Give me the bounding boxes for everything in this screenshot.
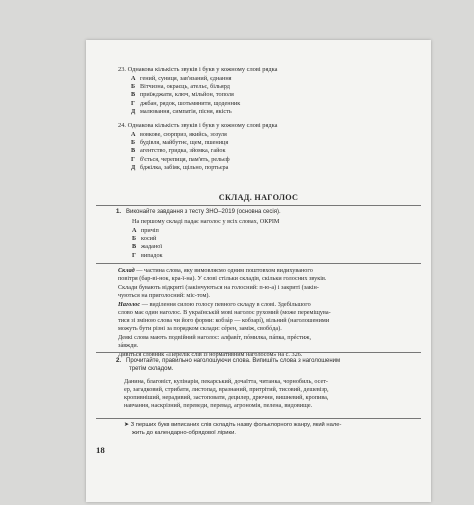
divider-task-2 [96, 352, 421, 353]
divider-footnote [96, 418, 421, 419]
option-1-a: А причіп [132, 227, 159, 234]
option-1-b: Б косий [132, 235, 157, 243]
footnote: ➤ З перших букв виписаних слів складіть назву фольклорного жанру, який нале- жить до календарно-обрядової лірики. [124, 422, 342, 436]
section-title: СКЛАД. НАГОЛОС [218, 193, 299, 202]
theory-syllable: Склад — частина слова, яку вимовляємо одним поштовхом видихуваного повітря (бар-ві-нок, кра-ї-на). У слові стільки складів, скільки голосних звуків. [118, 267, 327, 282]
theory-double-stress: Деякі слова мають подвійний наголос: алфавíт, пóмилка, пáпка, прéстиж, зáвжди. [118, 334, 312, 349]
option-23-b: Б Вітчизна, окраєць, ательє, більярд [131, 83, 230, 91]
arrow-icon: ➤ [124, 422, 130, 428]
task-2-instruction-line-1: Прочитайте, правильно наголошуючи слова. Випишіть слова з наголошеним [126, 358, 341, 364]
option-24-a: А вовкове, сюрприз, якийсь, зозуля [131, 131, 227, 138]
task-1-instruction: Виконайте завдання з тесту ЗНО–2019 (основна сесія). [126, 209, 281, 215]
task-2-number: 2. [116, 358, 122, 364]
divider-theory [96, 263, 421, 264]
task-1-options [132, 227, 163, 260]
theory-dictionary-ref: Дивіться словник «Перелік слів із нормативним наголосом» на с. 326. [118, 351, 303, 358]
question-23-options [131, 75, 240, 116]
theory-stress: Наголос — виділення силою голосу певного складу в слові. Здебільшого слово має один наголос. В українській мові наголос рухомий (може переміщува- тися зі зміною слова чи його форми: кобзáр — кобзарí), вільний (наголошеними можуть бути різні за порядком склади: сéрен, заміж, свобóда). [118, 301, 331, 332]
question-23: 23. Однакова кількість звуків і букв у кожному слові рядка [118, 66, 278, 73]
question-24: 24. Однакова кількість звуків і букв у кожному слові рядка [118, 122, 278, 129]
option-23-d: Д малювання, симпатія, пісня, якість [131, 107, 232, 115]
theory-block [118, 267, 422, 359]
option-23-v: В приїжджати, ключ, мільйон, тополя [131, 91, 234, 99]
divider-task-1 [96, 205, 421, 206]
task-1-question: На першому складі падає наголос у всіх словах, ОКРІМ [132, 218, 280, 225]
textbook-page [86, 40, 431, 502]
page-number: 18 [96, 445, 105, 455]
option-23-a: А гений, суниця, зав'язаний, єднання [131, 75, 232, 82]
option-24-v: В агентство, гридка, зйомка, гайок [131, 147, 226, 155]
term-syllable: Склад [118, 267, 135, 274]
option-1-v: В жаданої [132, 243, 163, 251]
term-stress: Наголос [118, 301, 141, 308]
option-24-h: Г б'ється, черепиця, пам'ять, рельєф [131, 155, 230, 163]
question-24-options [131, 131, 230, 172]
theory-syllable-types: Склади бувають відкриті (закінчуються на голосний: п-ю-а) і закриті (закін- чуються на приголосний: міс-том). [118, 284, 319, 299]
task-2-instruction-line-2: третім складом. [129, 366, 174, 372]
task-1-header [116, 208, 281, 216]
task-2-header [116, 357, 340, 373]
task-2-word-list: Данина, благовіст, кулінарія, пекарський, дочаїтта, читанка, чорнобиль, осет- ер, загадковий, стрибати, листопад, вразнаний, притрітий, тисовий, дешевізр, кропивніший, нерадивий, застоповати, децилер, дрючни, вишневий, кропива, навчання, наскрізний, переведи, перевад, агрономія, пелена, видовище. [124, 378, 329, 409]
option-24-b: Б будівля, майбутнє, щем, пшениця [131, 139, 229, 147]
option-1-h: Г випадок [132, 251, 163, 259]
option-23-h: Г джбан, рядок, шотьмянити, щоденник [131, 99, 241, 107]
option-24-d: Д бджілка, забіяк, щільно, портьєра [131, 163, 229, 171]
task-1-number: 1. [116, 209, 122, 215]
